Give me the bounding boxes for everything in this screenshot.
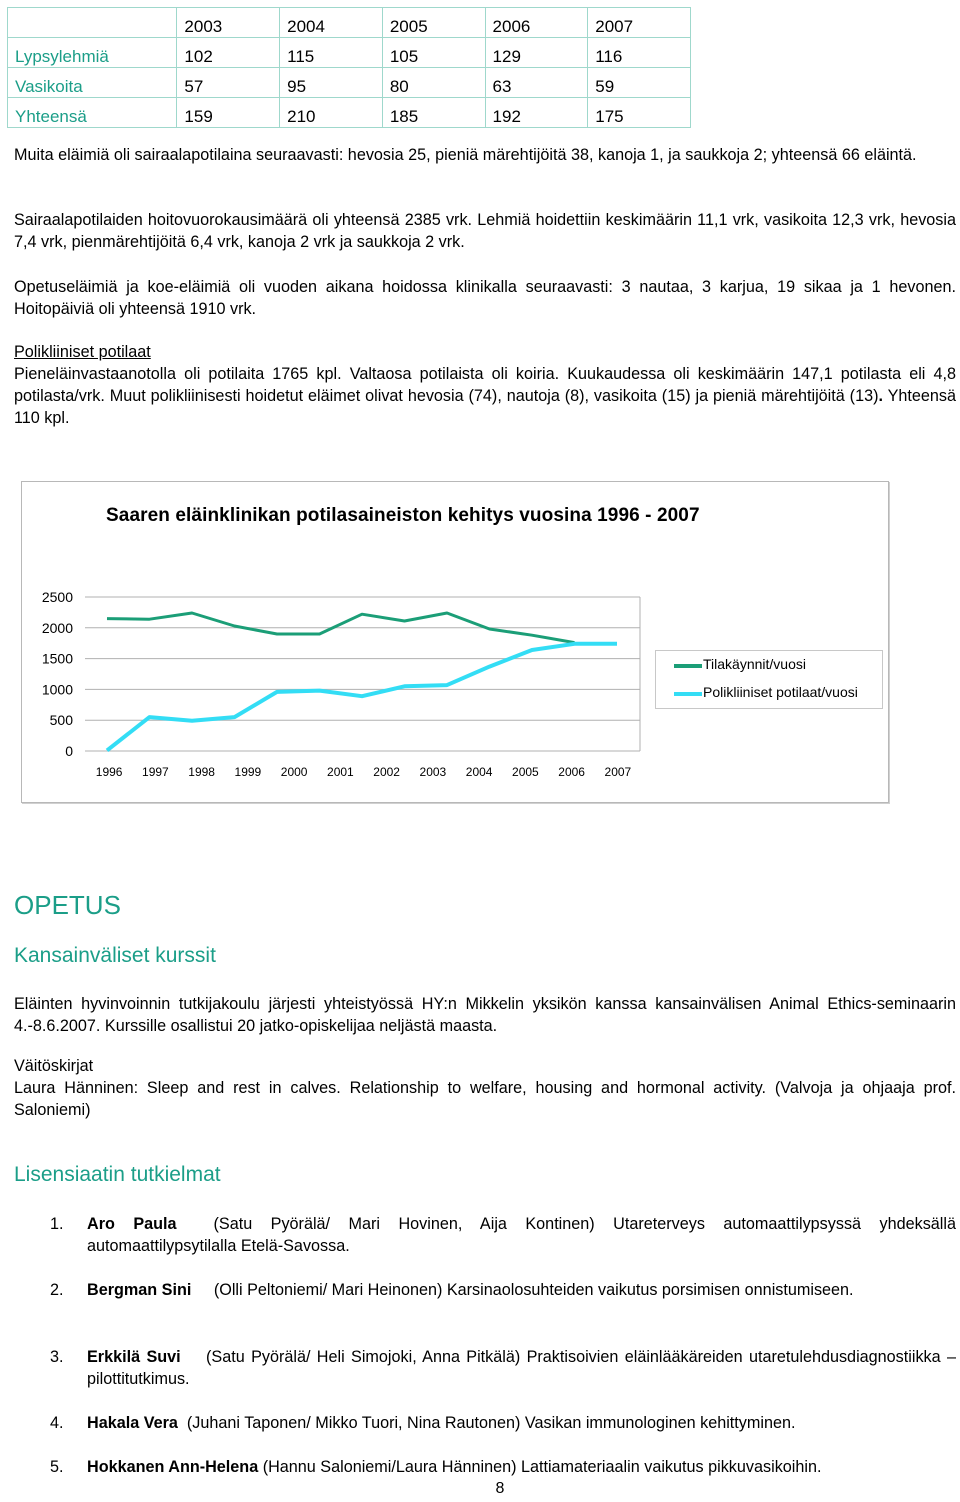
x-tick-label: 2001: [327, 765, 354, 779]
year-header: 2005: [382, 8, 485, 38]
outpatients-text: Pieneläinvastaanotolla oli potilaita 1765 kpl. Valtaosa potilaista oli koiria. Kuukaudessa oli keskimäärin 147,1 potilasta eli 4,8 potilasta/vrk. Muut polikliinisesti hoidetut eläimet olivat hevosia (74), nautoja (8), vasikoita (15) ja pieniä märehtijöitä (13): [14, 365, 956, 405]
page-number: 8: [495, 1480, 505, 1497]
legend-label: Tilakäynnit/vuosi: [703, 656, 806, 672]
paragraph-text: Eläinten hyvinvoinnin tutkijakoulu järjesti yhteistyössä HY:n Mikkelin yksikön kanssa kansainvälisen Animal Ethics-seminaarin 4.-8.6.2007. Kurssille osallistui 20 jatko-opiskelijaa neljästä maasta.: [14, 995, 956, 1035]
chart-title: Saaren eläinklinikan potilasaineiston kehitys vuosina 1996 - 2007: [106, 505, 700, 526]
x-tick-label: 2007: [604, 765, 632, 779]
list-item: [50, 1213, 956, 1257]
list-item: [50, 1279, 956, 1301]
y-tick-label: 500: [49, 712, 73, 729]
paragraph-text: Muita eläimiä oli sairaalapotilaina seuraavasti: hevosia 25, pieniä märehtijöitä 38, kanoja 1, ja saukkoja 2; yhteensä 66 eläintä.: [14, 146, 917, 164]
list-item: [50, 1412, 956, 1434]
table-cell: 185: [382, 98, 485, 128]
thesis-details: (Hannu Saloniemi/Laura Hänninen) Lattiamateriaalin vaikutus pikkuvasikoihin.: [262, 1458, 822, 1476]
list-item: [50, 1346, 956, 1390]
thesis-details: (Olli Peltoniemi/ Mari Heinonen) Karsinaolosuhteiden vaikutus porsimisen onnistumiseen.: [213, 1281, 854, 1299]
chart-legend: [655, 650, 883, 709]
table-cell: 116: [588, 38, 691, 68]
dissertations-text: Laura Hänninen: Sleep and rest in calves. Relationship to welfare, housing and hormonal activity. (Valvoja ja ohjaaja prof. Saloniemi): [14, 1079, 956, 1119]
author-name: Erkkilä Suvi: [87, 1348, 181, 1366]
y-tick-label: 2500: [41, 589, 73, 605]
thesis-details: (Satu Pyörälä/ Mari Hovinen, Aija Kontinen) Utareterveys automaattilypsyssä yhdeksällä automaattilypsytilalla Etelä-Savossa.: [87, 1215, 956, 1255]
table-cell: 63: [485, 68, 588, 98]
outpatients-heading: Polikliiniset potilaat: [14, 343, 151, 361]
list-number: 5.: [50, 1458, 64, 1476]
x-tick-label: 2000: [280, 765, 308, 779]
series-line-1: [107, 644, 617, 751]
table-cell: 192: [485, 98, 588, 128]
table-cell: 175: [588, 98, 691, 128]
outpatients-dot: .: [878, 387, 883, 405]
table-cell: 210: [280, 98, 383, 128]
paragraph-dissertations: [14, 1055, 956, 1121]
author-name: Hokkanen Ann-Helena: [87, 1458, 259, 1476]
year-header: 2004: [280, 8, 383, 38]
row-label: Vasikoita: [8, 68, 177, 98]
y-tick-label: 2000: [41, 619, 73, 636]
y-tick-label: 1500: [41, 650, 73, 667]
x-tick-label: 2004: [465, 765, 493, 779]
year-header: 2007: [588, 8, 691, 38]
row-label: Lypsylehmiä: [8, 38, 177, 68]
outpatients-total: Yhteensä 110 kpl.: [14, 387, 956, 427]
year-header: 2006: [485, 8, 588, 38]
row-label: Yhteensä: [8, 98, 177, 128]
table-cell: 57: [177, 68, 280, 98]
x-tick-label: 2005: [512, 765, 539, 779]
table-cell: 102: [177, 38, 280, 68]
legend-swatch-polikliiniset: [674, 692, 702, 696]
legend-item: [656, 653, 882, 675]
x-tick-label: 1996: [95, 765, 123, 779]
thesis-details: (Satu Pyörälä/ Heli Simojoki, Anna Pitkälä) Praktisoivien eläinlääkäreiden utaretulehdusdiagnostiikka – pilottitutkimus.: [87, 1348, 956, 1388]
author-name: Aro Paula: [87, 1215, 177, 1233]
list-number: 1.: [50, 1215, 64, 1233]
legend-swatch-tilakaynnit: [674, 664, 702, 668]
subheading-courses: Kansainväliset kurssit: [14, 944, 216, 967]
dissertations-heading: Väitöskirjat: [14, 1057, 94, 1075]
x-tick-label: 1998: [188, 765, 215, 779]
list-item: [50, 1456, 956, 1478]
list-number: 3.: [50, 1348, 64, 1366]
table-cell: 95: [280, 68, 383, 98]
section-heading-opetus: OPETUS: [14, 890, 121, 920]
y-tick-label: 1000: [41, 681, 73, 698]
x-tick-label: 1999: [234, 765, 262, 779]
list-number: 4.: [50, 1414, 64, 1432]
x-tick-label: 2003: [419, 765, 447, 779]
list-number: 2.: [50, 1281, 64, 1299]
author-name: Hakala Vera: [87, 1414, 178, 1432]
legend-label: Polikliiniset potilaat/vuosi: [703, 684, 858, 700]
subheading-licentiate: Lisensiaatin tutkielmat: [14, 1163, 221, 1186]
x-tick-label: 2002: [373, 765, 400, 779]
table-cell: 105: [382, 38, 485, 68]
year-header: 2003: [177, 8, 280, 38]
paragraph-courses: [14, 993, 956, 1037]
paragraph-text: Opetuseläimiä ja koe-eläimiä oli vuoden aikana hoidossa klinikalla seuraavasti: 3 nautaa, 3 karjua, 19 sikaa ja 1 hevonen. Hoitopäiviä oli yhteensä 1910 vrk.: [14, 278, 956, 318]
legend-item: [656, 681, 882, 703]
x-tick-label: 1997: [142, 765, 169, 779]
table-cell: 159: [177, 98, 280, 128]
thesis-details: (Juhani Taponen/ Mikko Tuori, Nina Rautonen) Vasikan immunologinen kehittyminen.: [186, 1414, 796, 1432]
table-cell: 59: [588, 68, 691, 98]
table-cell: 80: [382, 68, 485, 98]
y-tick-label: 0: [65, 743, 73, 759]
x-tick-label: 2006: [558, 765, 585, 779]
author-name: Bergman Sini: [87, 1281, 192, 1299]
paragraph-text: Sairaalapotilaiden hoitovuorokausimäärä oli yhteensä 2385 vrk. Lehmiä hoidettiin keskimäärin 11,1 vrk, vasikoita 12,3 vrk, hevosia 7,4 vrk, pienmärehtijöitä 6,4 vrk, kanoja 2 vrk ja saukkoja 2 vrk.: [14, 211, 956, 251]
table-cell: 129: [485, 38, 588, 68]
table-cell: 115: [280, 38, 383, 68]
